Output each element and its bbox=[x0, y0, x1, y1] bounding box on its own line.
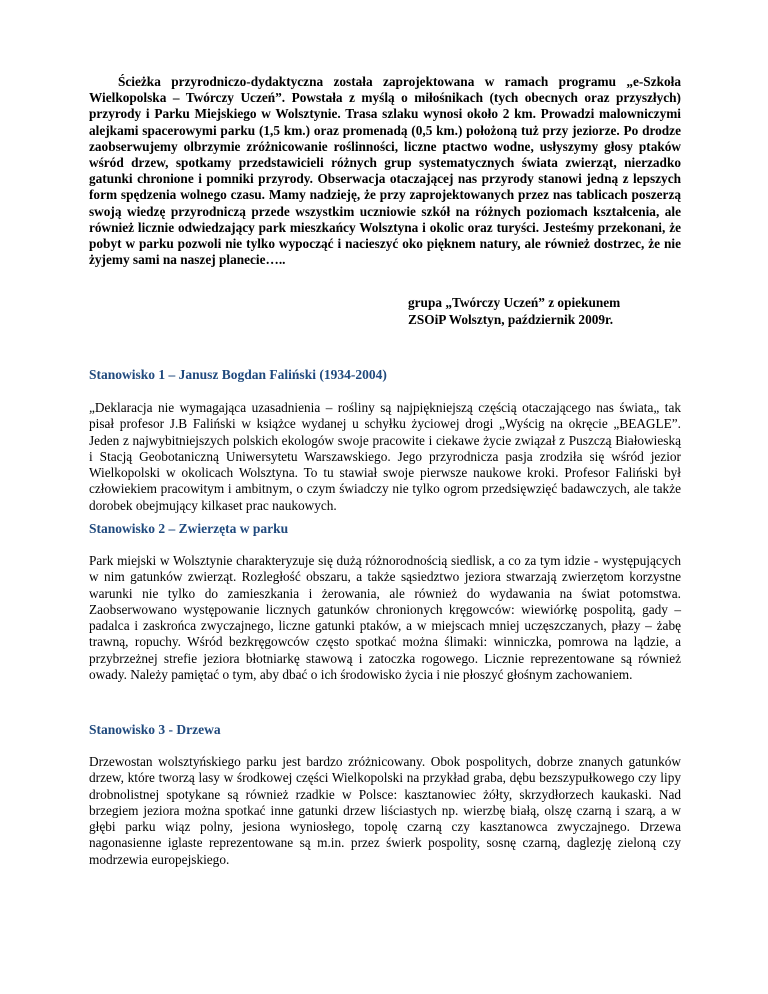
signature-block bbox=[408, 294, 708, 328]
section-3-body: Drzewostan wolsztyńskiego parku jest bardzo zróżnicowany. Obok pospolitych, dobrze znanych gatunków drzew, które tworzą lasy w środkowej części Wielkopolski na przykład graba, dębu bezszypułkowego czy lipy drobnolistnej spotykane są również rzadkie w Polsce: kasztanowiec żółty, skrzydłorzech kaukaski. Nad brzegiem jeziora można spotkać inne gatunki drzew liściastych np. wierzbę białą, olszę czarną i szarą, a w głębi parku wiąz polny, jesiona wyniosłego, topolę czarną czy kasztanowca zwyczajnego. Drzewa nagonasienne iglaste reprezentowane są m.in. przez świerk pospolity, sosnę czarną, daglezję zieloną czy modrzewia europejskiego. bbox=[89, 754, 681, 867]
signature-line-school-date: ZSOiP Wolsztyn, październik 2009r. bbox=[408, 312, 614, 327]
signature-line-group: grupa „Twórczy Uczeń” z opiekunem bbox=[408, 295, 621, 310]
section-1-body: „Deklaracja nie wymagająca uzasadnienia – rośliny są najpiękniejszą częścią otaczającego nas świata„ tak pisał profesor J.B Faliński w książce wydanej u schyłku życiowej drogi „Wyścig na okręcie „BEAGLE”. Jeden z najwybitniejszych polskich ekologów swoje pracowite i ciekawe życie związał z Puszczą Białowieską i Stacją Geobotaniczną Uniwersytetu Warszawskiego. Jego przyrodnicza pasja zrodziła się wśród jezior Wielkopolski w okolicach Wolsztyna. To tu stawiał swoje pierwsze naukowe kroki. Profesor Faliński był człowiekiem pracowitym i ambitnym, o czym świadczy nie tylko ogrom przedsięwzięć badawczych, ale także dorobek obejmujący kilkaset prac naukowych. bbox=[89, 400, 681, 513]
intro-paragraph: Ścieżka przyrodniczo-dydaktyczna została zaprojektowana w ramach programu „e-Szkoła Wielkopolska – Twórczy Uczeń”. Powstała z myślą o miłośnikach (tych obecnych oraz przyszłych) przyrody i Parku Miejskiego w Wolsztynie. Trasa szlaku wynosi około 2 km. Prowadzi malowniczymi alejkami spacerowymi parku (1,5 km.) oraz promenadą (0,5 km.) położoną tuż przy jeziorze. Po drodze zaobserwujemy olbrzymie zróżnicowanie roślinności, liczne ptactwo wodne, usłyszymy głosy ptaków wśród drzew, spotkamy przedstawicieli różnych grup systematycznych świata zwierząt, nierzadko gatunki chronione i pomniki przyrody. Obserwacja otaczającej nas przyrody stanowi jedną z lepszych form spędzenia wolnego czasu. Mamy nadzieję, że przy zaprojektowanych przez nas tablicach poszerzą swoją wiedzę przyrodniczą przede wszystkim uczniowie szkół na różnych poziomach kształcenia, ale również licznie odwiedzający park mieszkańcy Wolsztyna i okolic oraz turyści. Jesteśmy przekonani, że pobyt w parku pozwoli nie tylko wypocząć i nacieszyć oko pięknem natury, ale również dostrzec, że nie żyjemy sami na naszej planecie….. bbox=[89, 74, 681, 268]
section-2-body: Park miejski w Wolsztynie charakteryzuje się dużą różnorodnością siedlisk, a co za tym idzie - występujących w nim gatunków zwierząt. Rozległość obszaru, a także sąsiedztwo jeziora stwarzają zwierzętom korzystne warunki nie tylko do zamieszkania i żerowania, ale również do wydawania na świat potomstwa. Zaobserwowano występowanie licznych gatunków chronionych kręgowców: wiewiórkę pospolitą, gady – padalca i zaskrońca zwyczajnego, liczne gatunki ptaków, a w miejscach mniej uczęszczanych, płazy – żabę trawną, ropuchy. Wśród bezkręgowców często spotkać można ślimaki: winniczka, pomrowa na lądzie, a przybrzeżnej strefie jeziora błotniarkę stawową i zatoczka rogowego. Licznie reprezentowane są również owady. Należy pamiętać o tym, aby dbać o ich środowisko życia i nie płoszyć głośnym zachowaniem. bbox=[89, 553, 681, 683]
section-3-heading: Stanowisko 3 - Drzewa bbox=[89, 722, 221, 737]
section-1-heading: Stanowisko 1 – Janusz Bogdan Faliński (1934-2004) bbox=[89, 367, 387, 382]
section-2-heading: Stanowisko 2 – Zwierzęta w parku bbox=[89, 521, 289, 536]
